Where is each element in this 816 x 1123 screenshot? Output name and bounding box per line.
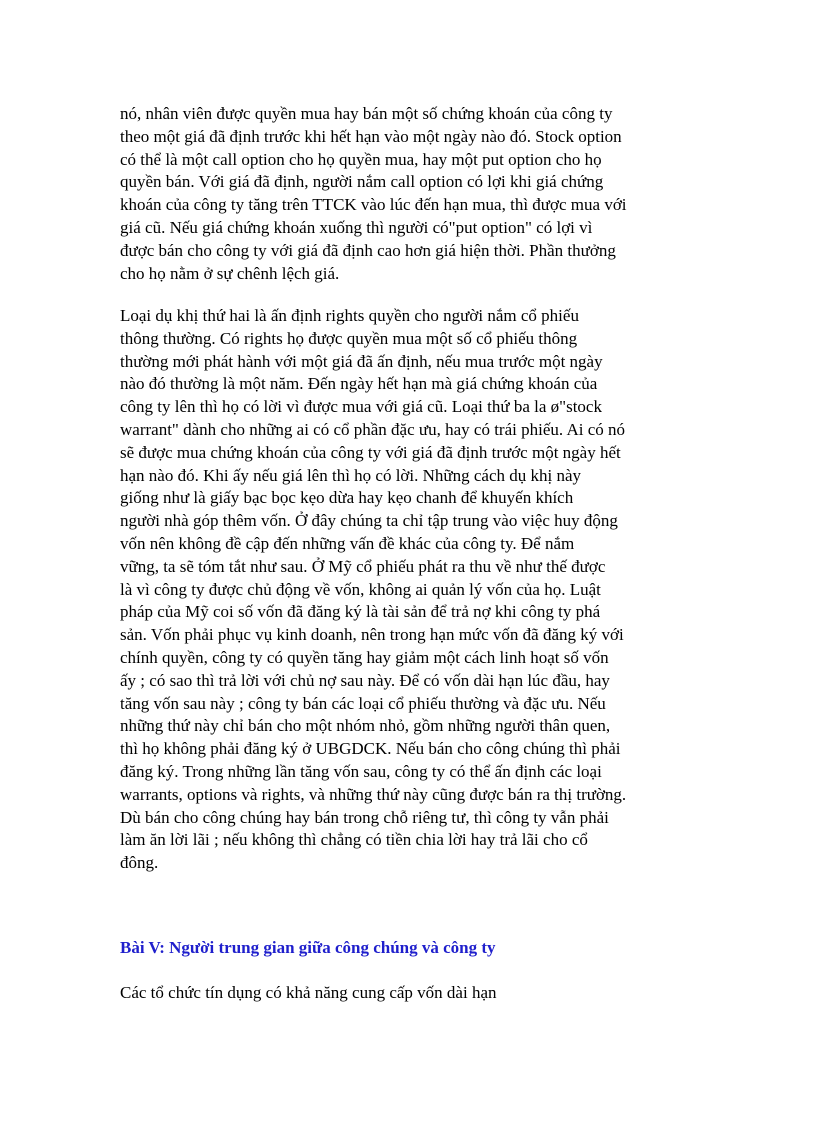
paragraph-2 (120, 305, 705, 875)
text-line: thông thường. Có rights họ được quyền mua một số cổ phiếu thông (120, 328, 578, 348)
text-line: giá cũ. Nếu giá chứng khoán xuống thì người có"put option" có lợi vì (120, 217, 593, 237)
text-line: đăng ký. Trong những lần tăng vốn sau, công ty có thể ấn định các loại (120, 761, 602, 781)
text-line: tăng vốn sau này ; công ty bán các loại cổ phiếu thường và đặc ưu. Nếu (120, 693, 606, 713)
text-line: được bán cho công ty với giá đã định cao hơn giá hiện thời. Phần thưởng (120, 240, 616, 260)
text-line: sản. Vốn phải phục vụ kinh doanh, nên trong hạn mức vốn đã đăng ký với (120, 625, 624, 645)
text-line: vốn nên không đề cập đến những vấn đề khác của công ty. Để nắm (120, 533, 575, 553)
text-line: warrants, options và rights, và những thứ này cũng được bán ra thị trường. (120, 784, 627, 804)
text-line: Loại dụ khị thứ hai là ấn định rights quyền cho người nắm cổ phiếu (120, 306, 579, 325)
text-line: theo một giá đã định trước khi hết hạn vào một ngày nào đó. Stock option (120, 126, 622, 146)
text-line: có thể là một call option cho họ quyền mua, hay một put option cho họ (120, 149, 602, 169)
text-line: là vì công ty được chủ động về vốn, không ai quản lý vốn của họ. Luật (120, 579, 601, 599)
text-line: Dù bán cho công chúng hay bán trong chỗ riêng tư, thì công ty vẫn phải (120, 807, 609, 827)
text-line: thường mới phát hành với một giá đã ấn định, nếu mua trước một ngày (120, 351, 603, 371)
text-line: công ty lên thì họ có lời vì được mua với giá cũ. Loại thứ ba la ø"stock (120, 397, 602, 417)
text-line: pháp của Mỹ coi số vốn đã đăng ký là tài sản để trả nợ khi công ty phá (120, 602, 601, 622)
text-line: quyền bán. Với giá đã định, người nắm call option có lợi khi giá chứng (120, 172, 604, 192)
text-line: làm ăn lời lãi ; nếu không thì chẳng có tiền chia lời hay trả lãi cho cổ (120, 830, 588, 850)
text-line: ấy ; có sao thì trả lời với chủ nợ sau này. Để có vốn dài hạn lúc đầu, hay (120, 670, 610, 690)
text-line: cho họ nằm ở sự chênh lệch giá. (120, 263, 340, 283)
text-line: nó, nhân viên được quyền mua hay bán một số chứng khoán của công ty (120, 104, 613, 123)
text-line: nào đó thường là một năm. Đến ngày hết hạn mà giá chứng khoán của (120, 374, 598, 394)
subsection-line: Các tổ chức tín dụng có khả năng cung cấp vốn dài hạn (120, 983, 497, 1002)
text-line: warrant" dành cho những ai có cổ phần đặc ưu, hay có trái phiếu. Ai có nó (120, 419, 625, 439)
text-line: khoán của công ty tăng trên TTCK vào lúc đến hạn mua, thì được mua với (120, 195, 627, 215)
text-line: chính quyền, công ty có quyền tăng hay giảm một cách linh hoạt số vốn (120, 647, 609, 667)
paragraph-1 (120, 103, 705, 285)
text-line: vững, ta sẽ tóm tắt như sau. Ở Mỹ cổ phiếu phát ra thu về như thế được (120, 556, 606, 576)
text-line: thì họ không phải đăng ký ở UBGDCK. Nếu bán cho công chúng thì phải (120, 739, 621, 759)
text-line: đông. (120, 853, 159, 873)
text-line: giống như là giấy bạc bọc kẹo dừa hay kẹo chanh để khuyến khích (120, 488, 574, 508)
text-line: những thứ này chỉ bán cho một nhóm nhỏ, gồm những người thân quen, (120, 716, 611, 736)
section-heading: Bài V: Người trung gian giữa công chúng và công ty (120, 938, 496, 957)
text-line: sẽ được mua chứng khoán của công ty với giá đã định trước một ngày hết (120, 442, 621, 462)
text-line: người nhà góp thêm vốn. Ở đây chúng ta chỉ tập trung vào việc huy động (120, 511, 618, 531)
text-line: hạn nào đó. Khi ấy nếu giá lên thì họ có lời. Những cách dụ khị này (120, 465, 582, 485)
